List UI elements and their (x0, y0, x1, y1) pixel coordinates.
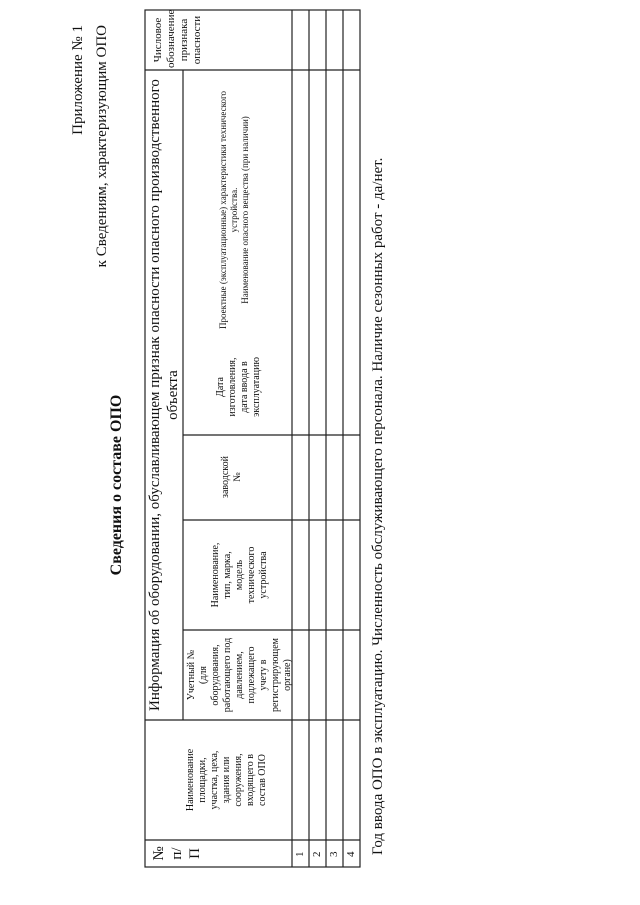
document-title: Сведения о составе ОПО (108, 394, 125, 576)
col-name-header: Наименование площадки, участка, цеха, здания или сооружения, входящего в состав ОПО (185, 748, 268, 812)
col-specs-header: Проектные (эксплуатационные) характеристики технического устройства. Наименование опасного вещества (при наличии) (218, 90, 250, 330)
col-number-header: № п/П (151, 846, 203, 861)
col-account-header: Учетный № (для оборудования, работающего под давлением, подлежащего учету в регистрирующем органе) (186, 637, 293, 713)
row-number: 4 (345, 851, 357, 857)
row-number: 2 (311, 851, 323, 857)
col-date-header: Дата изготовления, дата ввода в эксплуатацию (215, 357, 262, 417)
appendix-reference: к Сведениям, характеризующим ОПО (94, 25, 110, 268)
col-code-header: Числовое обозначение признака опасности (152, 9, 203, 68)
col-device-header: Наименование, тип, марка, модель технического устройства (210, 542, 269, 608)
footnote: Год ввода ОПО в эксплуатацию. Численность обслуживающего персонала. Наличие сезонных работ - да/нет. (370, 157, 386, 855)
equipment-group-header: Информация об оборудовании, обуславливающем признак опасности опасного производственного объекта (147, 79, 181, 711)
appendix-number: Приложение № 1 (70, 25, 86, 135)
row-number: 1 (294, 851, 306, 857)
row-number: 3 (328, 851, 340, 857)
col-serial-header: заводской № (220, 456, 243, 498)
